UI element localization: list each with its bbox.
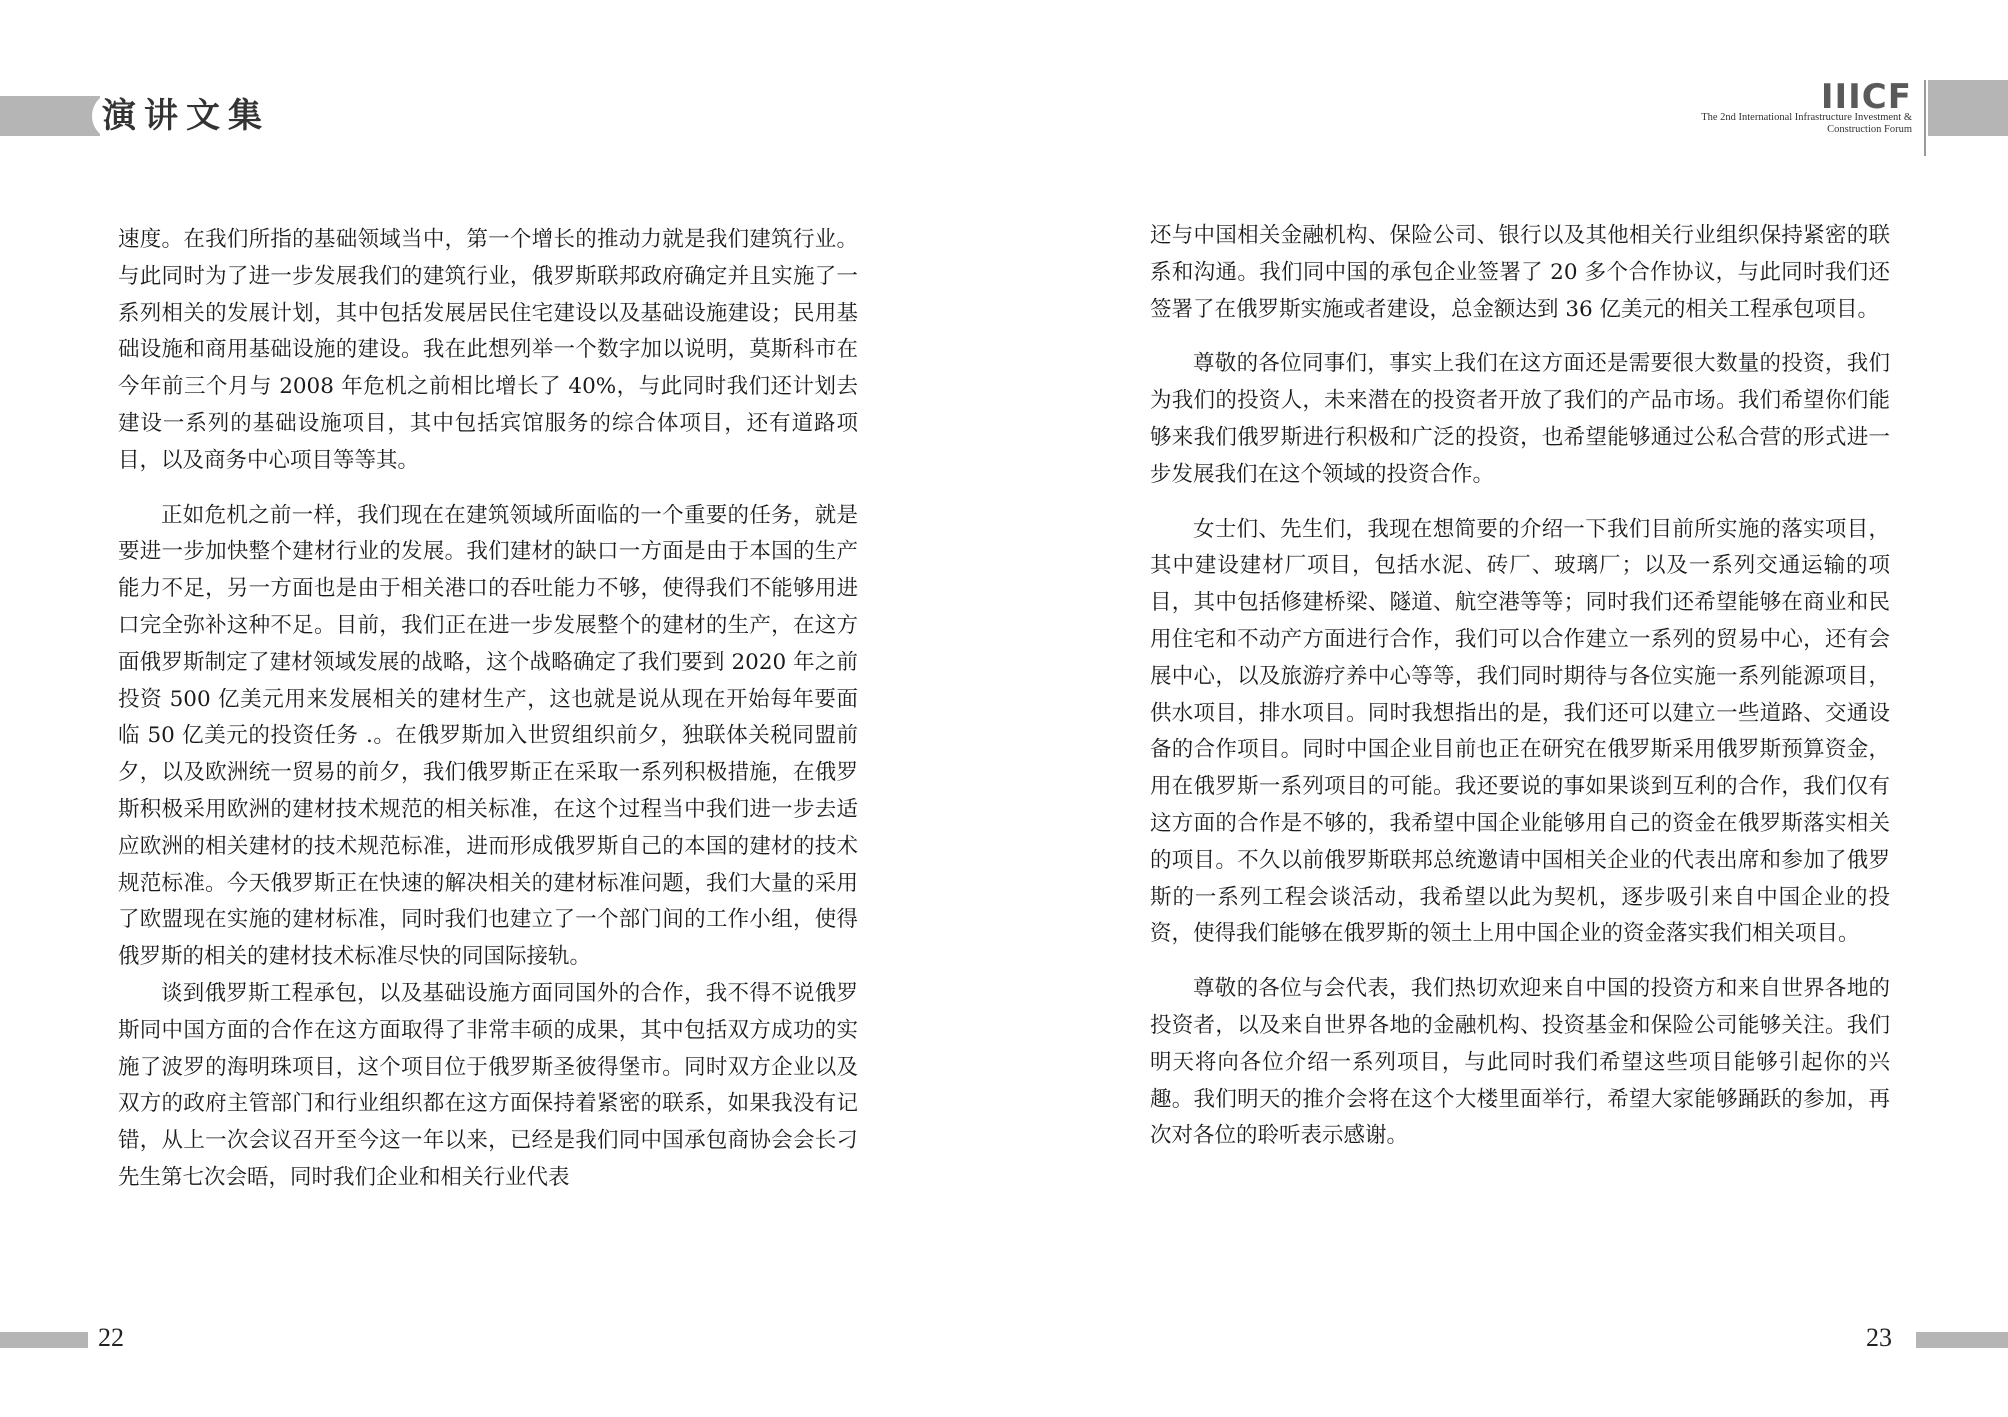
- header-bar-left: [0, 96, 100, 136]
- left-body-text: [118, 222, 858, 1197]
- paragraph: 谈到俄罗斯工程承包，以及基础设施方面同国外的合作，我不得不说俄罗斯同中国方面的合作在这方面取得了非常丰硕的成果，其中包括双方成功的实施了波罗的海明珠项目，这个项目位于俄罗斯圣彼得堡市。同时双方企业以及双方的政府主管部门和行业组织都在这方面保持着紧密的联系，如果我没有记错，从上一次会议召开至今这一年以来，已经是我们同中国承包商协会会长刁先生第七次会晤，同时我们企业和相关行业代表: [118, 980, 858, 1190]
- header-title: 演讲文集: [92, 92, 284, 140]
- footer-bar-right: [1916, 1332, 2008, 1348]
- paragraph: 速度。在我们所指的基础领域当中，第一个增长的推动力就是我们建筑行业。与此同时为了进一步发展我们的建筑行业，俄罗斯联邦政府确定并且实施了一系列相关的发展计划，其中包括发展居民住宅建设以及基础设施建设；民用基础设施和商用基础设施的建设。我在此想列举一个数字加以说明，莫斯科市在今年前三个月与 2008 年危机之前相比增长了 40%，与此同时我们还计划去建设一系列的基础设施项目，其中包括宾馆服务的综合体项目，还有道路项目，以及商务中心项目等等其。: [118, 227, 858, 473]
- paragraph: 女士们、先生们，我现在想简要的介绍一下我们目前所实施的落实项目，其中建设建材厂项目，包括水泥、砖厂、玻璃厂；以及一系列交通运输的项目，其中包括修建桥梁、隧道、航空港等等；同时我们还希望能够在商业和民用住宅和不动产方面进行合作，我们可以合作建立一系列的贸易中心，还有会展中心，以及旅游疗养中心等等，我们同时期待与各位实施一系列能源项目，供水项目，排水项目。同时我想指出的是，我们还可以建立一些道路、交通设备的合作项目。同时中国企业目前也正在研究在俄罗斯采用俄罗斯预算资金，用在俄罗斯一系列项目的可能。我还要说的事如果谈到互利的合作，我们仅有这方面的合作是不够的，我希望中国企业能够用自己的资金在俄罗斯落实相关的项目。不久以前俄罗斯联邦总统邀请中国相关企业的代表出席和参加了俄罗斯的一系列工程会谈活动，我希望以此为契机，逐步吸引来自中国企业的投资，使得我们能够在俄罗斯的领土上用中国企业的资金落实我们相关项目。: [1150, 516, 1890, 947]
- paragraph: 尊敬的各位同事们，事实上我们在这方面还是需要很大数量的投资，我们为我们的投资人，未来潜在的投资者开放了我们的产品市场。我们希望你们能够来我们俄罗斯进行积极和广泛的投资，也希望能够通过公私合营的形式进一步发展我们在这个领域的投资合作。: [1150, 351, 1890, 487]
- forum-subtitle: [1652, 112, 1912, 136]
- header-bar-right: [1928, 80, 2008, 136]
- paragraph: 还与中国相关金融机构、保险公司、银行以及其他相关行业组织保持紧密的联系和沟通。我们同中国的承包企业签署了 20 多个合作协议，与此同时我们还签署了在俄罗斯实施或者建设，总金额达到 36 亿美元的相关工程承包项目。: [1150, 223, 1890, 322]
- page-number-left: 22: [98, 1323, 124, 1352]
- paragraph: 尊敬的各位与会代表，我们热切欢迎来自中国的投资方和来自世界各地的投资者，以及来自世界各地的金融机构、投资基金和保险公司能够关注。我们明天将向各位介绍一系列项目，与此同时我们希望这些项目能够引起你的兴趣。我们明天的推介会将在这个大楼里面举行，希望大家能够踊跃的参加，再次对各位的聆听表示感谢。: [1150, 976, 1890, 1149]
- paragraph: 正如危机之前一样，我们现在在建筑领域所面临的一个重要的任务，就是要进一步加快整个建材行业的发展。我们建材的缺口一方面是由于本国的生产能力不足，另一方面也是由于相关港口的吞吐能力不够，使得我们不能够用进口完全弥补这种不足。目前，我们正在进一步发展整个的建材的生产，在这方面俄罗斯制定了建材领域发展的战略，这个战略确定了我们要到 2020 年之前投资 500 亿美元用来发展相关的建材生产，这也就是说从现在开始每年要面临 50 亿美元的投资任务 .。在俄罗斯加入世贸组织前夕，独联体关税同盟前夕，以及欧洲统一贸易的前夕，我们俄罗斯正在采取一系列积极措施，在俄罗斯积极采用欧洲的建材技术规范的相关标准，在这个过程当中我们进一步去适应欧洲的相关建材的技术规范标准，进而形成俄罗斯自己的本国的建材的技术规范标准。今天俄罗斯正在快速的解决相关的建材标准问题，我们大量的采用了欧盟现在实施的建材标准，同时我们也建立了一个部门间的工作小组，使得俄罗斯的相关的建材技术标准尽快的同国际接轨。: [118, 502, 858, 970]
- right-page: [1004, 0, 2008, 1417]
- forum-subtitle-line2: Construction Forum: [1827, 124, 1912, 135]
- header-divider: [1924, 80, 1926, 156]
- forum-subtitle-line1: The 2nd International Infrastructure Investment &: [1701, 112, 1912, 123]
- page-number-right: 23: [1866, 1323, 1892, 1352]
- right-body-text: [1150, 218, 1890, 1155]
- forum-logo: IIICF: [1820, 77, 1912, 117]
- footer-bar-left: [0, 1332, 88, 1348]
